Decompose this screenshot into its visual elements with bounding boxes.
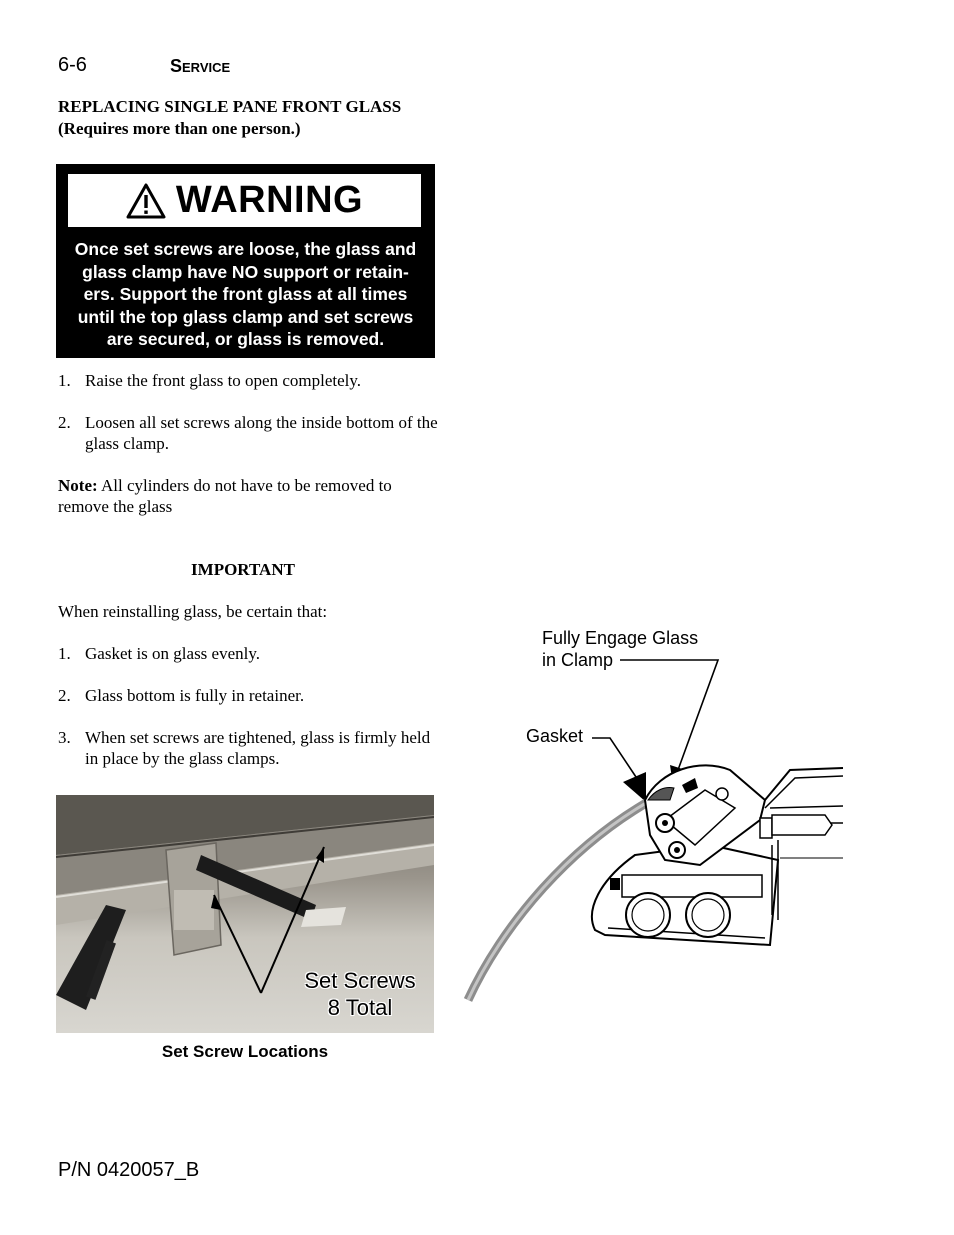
label-line: Fully Engage Glass xyxy=(542,628,699,648)
section-header: Service xyxy=(170,56,231,76)
overlay-line: Set Screws xyxy=(304,968,416,993)
warning-text xyxy=(56,238,435,351)
glass-clamp-diagram xyxy=(460,640,860,1020)
label-line: in Clamp xyxy=(542,650,614,670)
note-text: All cylinders do not have to be removed to remove the glass xyxy=(58,476,392,516)
overlay-line: 8 Total xyxy=(327,995,393,1020)
item-number: 2. xyxy=(58,686,71,705)
item-text: Glass bottom is fully in retainer. xyxy=(85,686,305,705)
photo-caption: Set Screw Locations xyxy=(161,1042,329,1061)
warning-line: glass clamp have NO support or retain- xyxy=(82,261,409,282)
important-item xyxy=(58,727,438,769)
photo-overlay-label xyxy=(300,967,420,1021)
important-title: IMPORTANT xyxy=(191,560,295,579)
warning-title-panel xyxy=(68,174,421,227)
step-item xyxy=(58,370,438,391)
step-number: 1. xyxy=(58,371,71,390)
item-text: Gasket is on glass evenly. xyxy=(85,644,261,663)
step-item xyxy=(58,412,438,454)
step-number: 2. xyxy=(58,413,71,432)
section-title: REPLACING SINGLE PANE FRONT GLASS (Requires more than one person.) xyxy=(58,97,402,138)
warning-triangle-icon xyxy=(126,183,166,219)
step-text: Raise the front glass to open completely. xyxy=(85,371,362,390)
warning-line: until the top glass clamp and set screws xyxy=(77,306,414,327)
warning-line: ers. Support the front glass at all times xyxy=(83,284,408,305)
label-gasket: Gasket xyxy=(526,726,584,746)
warning-line: are secured, or glass is removed. xyxy=(106,329,385,350)
warning-box xyxy=(56,164,435,358)
warning-line: Once set screws are loose, the glass and xyxy=(74,239,417,259)
item-number: 1. xyxy=(58,644,71,663)
item-number: 3. xyxy=(58,728,71,747)
page-number: 6-6 xyxy=(58,54,87,76)
note xyxy=(58,475,438,517)
item-text: When set screws are tightened, glass is firmly held in place by the glass clamps. xyxy=(85,728,431,768)
important-item xyxy=(58,643,438,664)
footer-part-number: P/N 0420057_B xyxy=(58,1159,200,1181)
step-text: Loosen all set screws along the inside bottom of the glass clamp. xyxy=(85,413,438,453)
warning-title: WARNING xyxy=(175,179,364,221)
note-label: Note: xyxy=(58,476,98,495)
important-item xyxy=(58,685,438,706)
important-intro: When reinstalling glass, be certain that: xyxy=(58,602,328,621)
